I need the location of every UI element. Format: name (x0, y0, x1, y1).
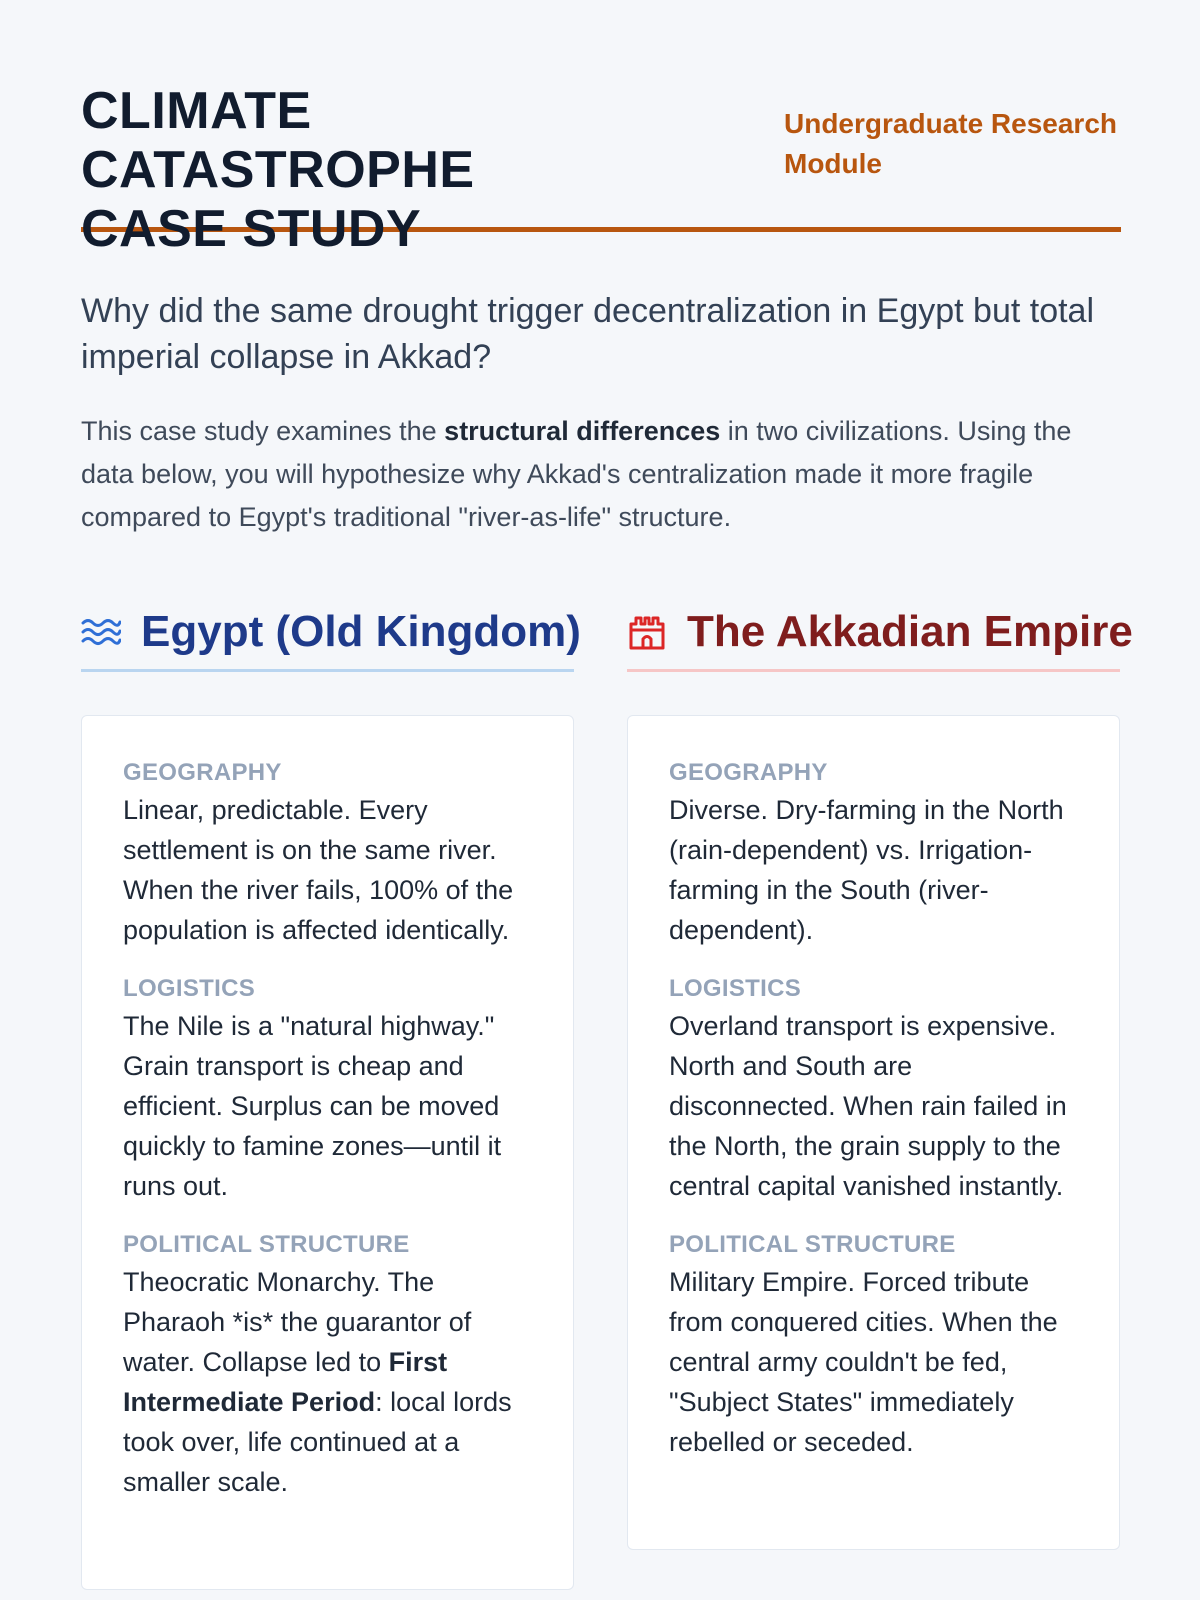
intro-bold: structural differences (444, 416, 721, 446)
akkad-geography-label: GEOGRAPHY (669, 759, 828, 786)
akkad-geography-section (669, 756, 1079, 950)
egypt-card (81, 715, 574, 1590)
akkad-political-label: POLITICAL STRUCTURE (669, 1231, 956, 1258)
egypt-geography-label: GEOGRAPHY (123, 759, 282, 786)
egypt-logistics-text: The Nile is a "natural highway." Grain transport is cheap and efficient. Surplus can be moved quickly to famine zones—until it runs out. (123, 1011, 502, 1201)
egypt-logistics-section (123, 972, 533, 1206)
castle-icon (627, 612, 667, 652)
lead-question: Why did the same drought trigger decentralization in Egypt but total imperial collapse in Akkad? (81, 292, 1095, 376)
title-line-1: CLIMATE CATASTROPHE (81, 82, 475, 199)
akkad-geography-text: Diverse. Dry-farming in the North (rain-dependent) vs. Irrigation-farming in the South (river-dependent). (669, 795, 1064, 945)
egypt-heading (81, 604, 581, 672)
egypt-geography-text: Linear, predictable. Every settlement is on the same river. When the river fails, 100% of the population is affected identically. (123, 795, 514, 945)
waves-icon (81, 612, 121, 652)
egypt-title: Egypt (Old Kingdom) (141, 607, 581, 656)
egypt-political-text-2: : local lords took over, life continued at a smaller scale. (123, 1387, 512, 1497)
akkad-title: The Akkadian Empire (687, 607, 1133, 656)
akkad-logistics-label: LOGISTICS (669, 975, 802, 1002)
egypt-political-bold: First Intermediate Period (123, 1347, 448, 1417)
akkad-logistics-section (669, 972, 1079, 1206)
intro-text-1: This case study examines the (81, 416, 445, 446)
intro-text-2: in two civilizations. Using the data below, you will hypothesize why Akkad's centralization made it more fragile compared to Egypt's traditional "river-as-life" structure. (81, 416, 1072, 532)
egypt-logistics-label: LOGISTICS (123, 975, 256, 1002)
title-line-2: CASE STUDY (81, 200, 422, 258)
intro-paragraph (81, 410, 1121, 539)
akkad-card (627, 715, 1120, 1550)
egypt-geography-section (123, 756, 533, 950)
badge-line-1: Undergraduate Research (784, 108, 1118, 139)
badge-line-2: Module (784, 148, 882, 179)
module-badge (784, 104, 1124, 184)
egypt-political-text-1: Theocratic Monarchy. The Pharaoh *is* the guarantor of water. Collapse led to (123, 1267, 472, 1377)
egypt-political-section (123, 1228, 533, 1502)
egypt-political-label: POLITICAL STRUCTURE (123, 1231, 410, 1258)
akkad-heading (627, 604, 1133, 672)
akkad-political-section (669, 1228, 1079, 1462)
akkad-political-text: Military Empire. Forced tribute from conquered cities. When the central army couldn't be fed, "Subject States" immediately rebelled or seceded. (669, 1267, 1058, 1457)
page-title (81, 82, 701, 259)
akkad-logistics-text: Overland transport is expensive. North and South are disconnected. When rain failed in the North, the grain supply to the central capital vanished instantly. (669, 1011, 1067, 1201)
page-header (81, 82, 1121, 258)
egypt-political-text (123, 1262, 533, 1502)
